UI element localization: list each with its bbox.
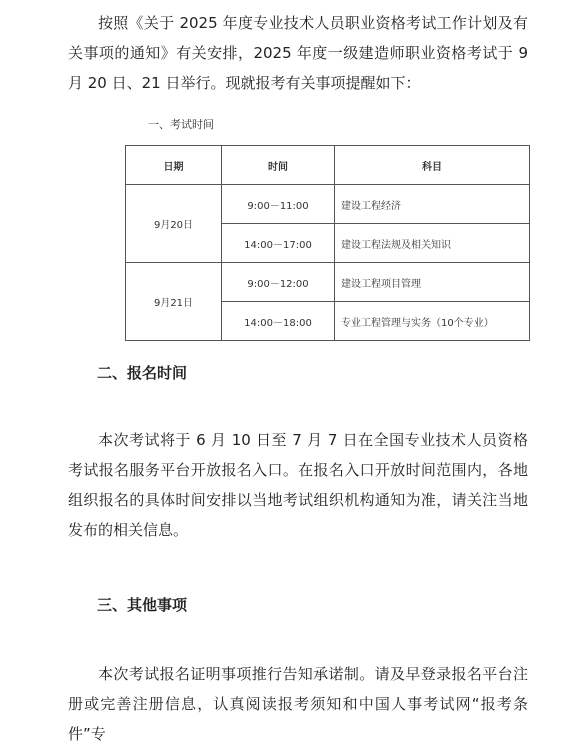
subject-cell: 建设工程项目管理 — [335, 263, 530, 302]
time-cell: 9:00－11:00 — [222, 185, 335, 224]
time-cell: 14:00－17:00 — [222, 224, 335, 263]
other-text: 本次考试报名证明事项推行告知承诺制。请及早登录报名平台注册或完善注册信息，认真阅读报考须知和中国人事考试网“报考条件”专 — [68, 665, 528, 743]
other-paragraph — [68, 659, 528, 749]
time-cell: 9:00－12:00 — [222, 263, 335, 302]
table-header-row — [126, 146, 530, 185]
header-subject: 科目 — [335, 146, 530, 185]
time-cell: 14:00－18:00 — [222, 302, 335, 341]
table-row — [126, 185, 530, 224]
section-registration-title: 二、报名时间 — [97, 364, 188, 382]
intro-text: 按照《关于 2025 年度专业技术人员职业资格考试工作计划及有关事项的通知》有关安排，2025 年度一级建造师职业资格考试于 9 月 20 日、21 日举行。现就报考有关事项提醒如下： — [68, 14, 528, 92]
date-cell: 9月20日 — [126, 185, 222, 263]
date-cell: 9月21日 — [126, 263, 222, 341]
section-other-title: 三、其他事项 — [97, 596, 188, 614]
intro-paragraph — [68, 8, 528, 98]
subject-cell: 专业工程管理与实务（10个专业） — [335, 302, 530, 341]
exam-schedule-table — [125, 145, 530, 341]
subject-cell: 建设工程法规及相关知识 — [335, 224, 530, 263]
registration-paragraph — [68, 425, 528, 545]
header-time: 时间 — [222, 146, 335, 185]
table-row — [126, 263, 530, 302]
registration-text: 本次考试将于 6 月 10 日至 7 月 7 日在全国专业技术人员资格考试报名服务平台开放报名入口。在报名入口开放时间范围内，各地组织报名的具体时间安排以当地考试组织机构通知为准，请关注当地发布的相关信息。 — [68, 431, 528, 539]
section-exam-time-title: 一、考试时间 — [148, 118, 214, 131]
subject-cell: 建设工程经济 — [335, 185, 530, 224]
header-date: 日期 — [126, 146, 222, 185]
